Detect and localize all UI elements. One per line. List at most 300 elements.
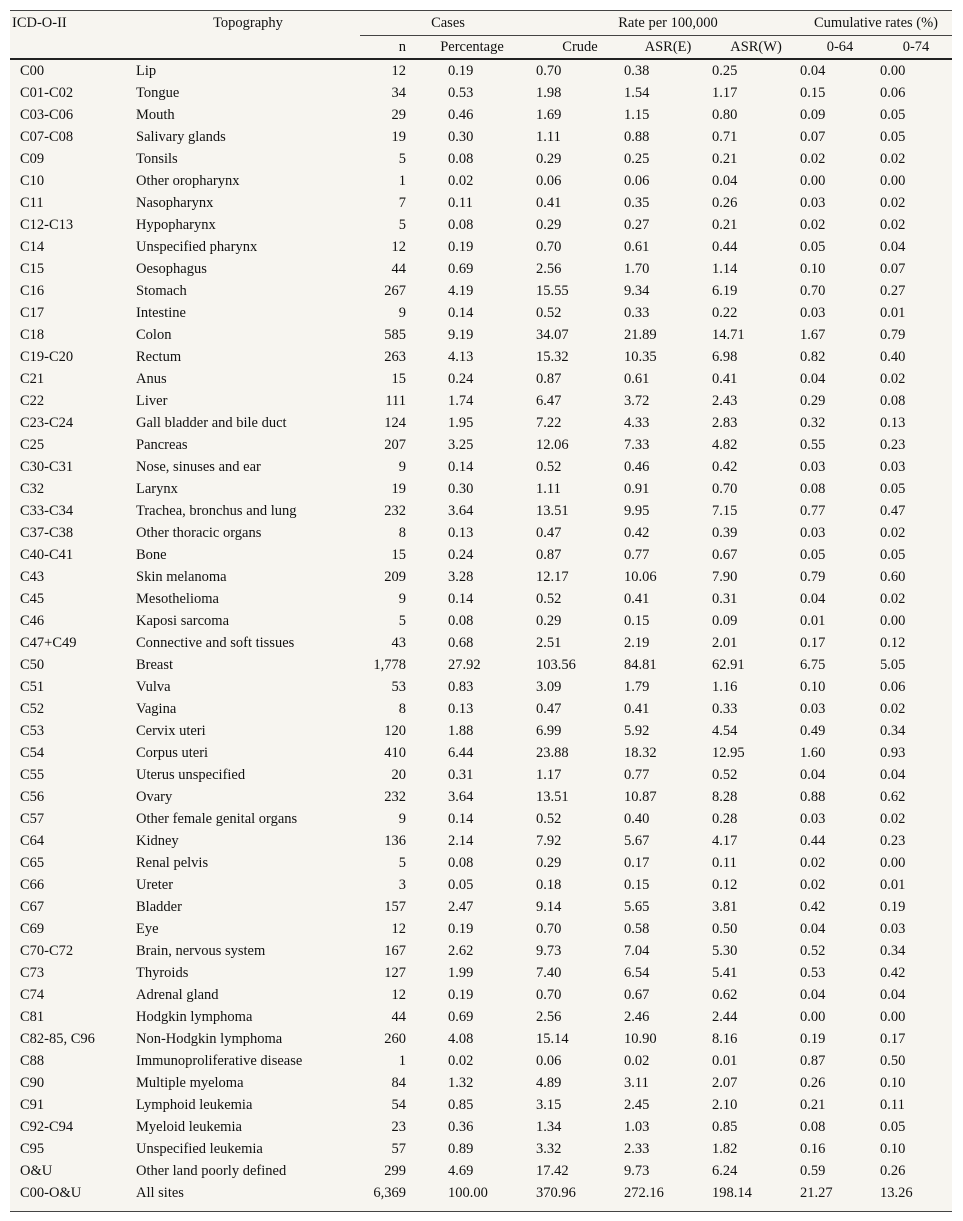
cell-percentage: 27.92 <box>448 656 481 673</box>
cell-percentage: 3.64 <box>448 502 474 519</box>
cell-asr-w: 0.31 <box>712 590 738 607</box>
cell-asr-w: 4.82 <box>712 436 738 453</box>
cell-cum-0-74: 0.05 <box>880 128 906 145</box>
cell-asr-w: 2.10 <box>712 1096 738 1113</box>
cell-percentage: 0.30 <box>448 480 474 497</box>
cell-cum-0-74: 0.19 <box>880 898 906 915</box>
cell-asr-w: 0.28 <box>712 810 738 827</box>
cell-cases-n: 57 <box>391 1140 406 1157</box>
cell-percentage: 0.69 <box>448 260 474 277</box>
cell-asr-e: 2.19 <box>624 634 650 651</box>
cell-crude-rate: 0.52 <box>536 810 562 827</box>
table-row <box>10 324 952 346</box>
cell-cum-0-74: 0.00 <box>880 172 906 189</box>
cell-percentage: 0.30 <box>448 128 474 145</box>
cell-topography: Corpus uteri <box>136 744 209 761</box>
cell-icd-code: C43 <box>20 568 45 585</box>
cell-asr-e: 10.35 <box>624 348 657 365</box>
header-rate: Rate per 100,000 <box>536 11 800 36</box>
table-row <box>10 258 952 280</box>
cell-topography: Ovary <box>136 788 173 805</box>
cell-cases-n: 5 <box>398 612 406 629</box>
cell-crude-rate: 0.87 <box>536 370 562 387</box>
cell-icd-code: C45 <box>20 590 45 607</box>
cell-cum-0-64: 0.09 <box>800 106 826 123</box>
table-row <box>10 59 952 82</box>
cell-icd-code: C11 <box>20 194 44 211</box>
cell-icd-code: C56 <box>20 788 45 805</box>
cell-crude-rate: 17.42 <box>536 1162 569 1179</box>
table-row <box>10 522 952 544</box>
subheader-asr-w: ASR(W) <box>730 38 782 55</box>
cell-topography: Kaposi sarcoma <box>136 612 230 629</box>
cell-asr-w: 6.24 <box>712 1162 738 1179</box>
cell-asr-w: 8.16 <box>712 1030 738 1047</box>
cell-icd-code: C51 <box>20 678 45 695</box>
cell-percentage: 0.08 <box>448 150 474 167</box>
cell-crude-rate: 0.52 <box>536 458 562 475</box>
cell-percentage: 0.13 <box>448 524 474 541</box>
cell-icd-code: C09 <box>20 150 45 167</box>
cell-topography: Thyroids <box>136 964 189 981</box>
cell-cum-0-64: 0.03 <box>800 700 826 717</box>
cell-asr-w: 7.90 <box>712 568 738 585</box>
cell-asr-e: 0.40 <box>624 810 650 827</box>
cell-cum-0-64: 0.08 <box>800 1118 826 1135</box>
cell-icd-code: C07-C08 <box>20 128 74 145</box>
cell-crude-rate: 0.70 <box>536 62 562 79</box>
cell-cases-n: 15 <box>391 370 406 387</box>
table-row <box>10 918 952 940</box>
cell-asr-e: 0.88 <box>624 128 650 145</box>
cell-icd-code: C00-O&U <box>20 1184 82 1201</box>
cell-cases-n: 111 <box>385 392 406 409</box>
cell-crude-rate: 13.51 <box>536 788 569 805</box>
cell-crude-rate: 0.18 <box>536 876 562 893</box>
cell-icd-code: C47+C49 <box>20 634 77 651</box>
cell-topography: Nasopharynx <box>136 194 214 211</box>
cell-icd-code: C15 <box>20 260 45 277</box>
cell-crude-rate: 12.17 <box>536 568 569 585</box>
cell-asr-w: 2.07 <box>712 1074 738 1091</box>
cell-asr-w: 0.50 <box>712 920 738 937</box>
cell-percentage: 0.19 <box>448 920 474 937</box>
cell-cum-0-64: 0.03 <box>800 524 826 541</box>
header-topography: Topography <box>213 14 283 31</box>
table-row <box>10 566 952 588</box>
table-row <box>10 148 952 170</box>
cell-topography: Cervix uteri <box>136 722 206 739</box>
cell-cum-0-64: 0.00 <box>800 172 826 189</box>
cell-cum-0-74: 0.01 <box>880 304 906 321</box>
cell-cum-0-64: 21.27 <box>800 1184 833 1201</box>
cell-cases-n: 136 <box>384 832 406 849</box>
cell-icd-code: C17 <box>20 304 45 321</box>
cell-cases-n: 299 <box>384 1162 406 1179</box>
cell-icd-code: C92-C94 <box>20 1118 74 1135</box>
cell-cum-0-64: 0.21 <box>800 1096 826 1113</box>
cell-cum-0-64: 0.29 <box>800 392 826 409</box>
cell-cum-0-64: 0.04 <box>800 986 826 1003</box>
cell-asr-w: 14.71 <box>712 326 745 343</box>
cell-cases-n: 1,778 <box>373 656 406 673</box>
cell-asr-w: 0.85 <box>712 1118 738 1135</box>
cell-cum-0-74: 0.04 <box>880 766 906 783</box>
cell-cum-0-64: 0.26 <box>800 1074 826 1091</box>
table-row <box>10 742 952 764</box>
cell-cum-0-64: 0.08 <box>800 480 826 497</box>
cell-asr-e: 1.79 <box>624 678 650 695</box>
table-row <box>10 1094 952 1116</box>
cell-icd-code: C82-85, C96 <box>20 1030 95 1047</box>
cell-percentage: 0.05 <box>448 876 474 893</box>
cell-topography: Other oropharynx <box>136 172 240 189</box>
cell-topography: Larynx <box>136 480 178 497</box>
table-row <box>10 1050 952 1072</box>
cell-cases-n: 8 <box>398 700 406 717</box>
cell-cum-0-74: 0.05 <box>880 546 906 563</box>
cell-topography: Hodgkin lymphoma <box>136 1008 253 1025</box>
cell-icd-code: C73 <box>20 964 45 981</box>
cell-crude-rate: 0.87 <box>536 546 562 563</box>
table-row <box>10 236 952 258</box>
cell-asr-w: 0.80 <box>712 106 738 123</box>
cell-asr-w: 0.22 <box>712 304 738 321</box>
cell-crude-rate: 1.34 <box>536 1118 562 1135</box>
cell-crude-rate: 3.32 <box>536 1140 562 1157</box>
header-icd: ICD-O-II <box>12 14 67 31</box>
cell-percentage: 0.02 <box>448 172 474 189</box>
cell-crude-rate: 4.89 <box>536 1074 562 1091</box>
cell-crude-rate: 6.99 <box>536 722 562 739</box>
cell-crude-rate: 0.70 <box>536 238 562 255</box>
cell-percentage: 4.19 <box>448 282 474 299</box>
cell-asr-e: 3.72 <box>624 392 650 409</box>
cell-cum-0-74: 0.04 <box>880 986 906 1003</box>
cell-cum-0-74: 0.05 <box>880 480 906 497</box>
cell-percentage: 4.13 <box>448 348 474 365</box>
subheader-cum-0-74: 0-74 <box>902 38 930 55</box>
cell-topography: Brain, nervous system <box>136 942 266 959</box>
cell-crude-rate: 15.32 <box>536 348 569 365</box>
table-row <box>10 192 952 214</box>
cell-crude-rate: 0.47 <box>536 524 562 541</box>
cell-cases-n: 84 <box>391 1074 406 1091</box>
cell-cum-0-64: 0.70 <box>800 282 826 299</box>
cell-percentage: 0.19 <box>448 986 474 1003</box>
cell-cases-n: 9 <box>398 810 406 827</box>
cell-cum-0-64: 0.04 <box>800 766 826 783</box>
cell-cases-n: 1 <box>398 172 406 189</box>
cell-cum-0-74: 0.07 <box>880 260 906 277</box>
cell-asr-w: 0.11 <box>712 854 737 871</box>
cell-topography: Multiple myeloma <box>136 1074 244 1091</box>
cell-topography: Bone <box>136 546 167 563</box>
cell-topography: All sites <box>136 1184 184 1201</box>
cell-cum-0-74: 0.00 <box>880 612 906 629</box>
cell-icd-code: C81 <box>20 1008 45 1025</box>
cell-cum-0-64: 0.03 <box>800 810 826 827</box>
table-row <box>10 962 952 984</box>
cell-icd-code: C33-C34 <box>20 502 74 519</box>
cell-crude-rate: 0.06 <box>536 1052 562 1069</box>
cell-icd-code: C00 <box>20 62 45 79</box>
cell-cum-0-74: 0.34 <box>880 942 906 959</box>
cell-topography: Tonsils <box>136 150 178 167</box>
cell-topography: Vulva <box>136 678 171 695</box>
cell-cum-0-74: 0.50 <box>880 1052 906 1069</box>
cell-asr-e: 0.41 <box>624 590 650 607</box>
cell-cum-0-64: 0.88 <box>800 788 826 805</box>
cell-cum-0-64: 0.05 <box>800 546 826 563</box>
cell-icd-code: C40-C41 <box>20 546 74 563</box>
cell-asr-e: 0.77 <box>624 546 650 563</box>
cell-topography: Connective and soft tissues <box>136 634 295 651</box>
cell-cum-0-74: 0.00 <box>880 854 906 871</box>
cell-asr-e: 0.02 <box>624 1052 650 1069</box>
cell-topography: Other land poorly defined <box>136 1162 287 1179</box>
cell-cases-n: 167 <box>384 942 406 959</box>
cell-cum-0-74: 13.26 <box>880 1184 913 1201</box>
cell-cum-0-64: 0.42 <box>800 898 826 915</box>
cell-cases-n: 209 <box>384 568 406 585</box>
cell-cases-n: 157 <box>384 898 406 915</box>
cell-cum-0-74: 0.00 <box>880 1008 906 1025</box>
cell-cases-n: 44 <box>391 1008 406 1025</box>
cell-cum-0-64: 0.07 <box>800 128 826 145</box>
cell-cases-n: 5 <box>398 216 406 233</box>
cell-asr-e: 0.61 <box>624 370 650 387</box>
cell-cum-0-64: 0.02 <box>800 854 826 871</box>
cell-cum-0-74: 0.04 <box>880 238 906 255</box>
cell-topography: Ureter <box>136 876 174 893</box>
cell-cum-0-64: 0.19 <box>800 1030 826 1047</box>
cell-cases-n: 23 <box>391 1118 406 1135</box>
table-row <box>10 676 952 698</box>
cell-cum-0-74: 0.08 <box>880 392 906 409</box>
cell-asr-w: 0.21 <box>712 150 738 167</box>
cell-cum-0-74: 0.03 <box>880 458 906 475</box>
cell-asr-w: 8.28 <box>712 788 738 805</box>
cell-asr-w: 0.04 <box>712 172 738 189</box>
cell-percentage: 0.08 <box>448 854 474 871</box>
cell-asr-w: 0.67 <box>712 546 738 563</box>
cell-percentage: 0.02 <box>448 1052 474 1069</box>
cell-cum-0-74: 0.93 <box>880 744 906 761</box>
cell-cum-0-64: 0.49 <box>800 722 826 739</box>
cell-cum-0-64: 0.03 <box>800 304 826 321</box>
cell-cum-0-74: 0.02 <box>880 700 906 717</box>
cell-topography: Kidney <box>136 832 179 849</box>
cell-cum-0-74: 0.06 <box>880 678 906 695</box>
cell-asr-w: 0.33 <box>712 700 738 717</box>
cell-topography: Liver <box>136 392 168 409</box>
cell-percentage: 0.14 <box>448 304 474 321</box>
cell-asr-w: 3.81 <box>712 898 738 915</box>
cell-asr-e: 3.11 <box>624 1074 649 1091</box>
cell-asr-e: 1.15 <box>624 106 650 123</box>
cell-crude-rate: 0.52 <box>536 304 562 321</box>
cell-asr-w: 6.19 <box>712 282 738 299</box>
cell-crude-rate: 0.29 <box>536 612 562 629</box>
cell-icd-code: C64 <box>20 832 45 849</box>
cell-asr-e: 2.45 <box>624 1096 650 1113</box>
cell-asr-w: 0.26 <box>712 194 738 211</box>
cell-crude-rate: 7.22 <box>536 414 562 431</box>
subheader-asr-e: ASR(E) <box>644 38 692 55</box>
cell-asr-w: 1.14 <box>712 260 738 277</box>
cell-asr-e: 0.33 <box>624 304 650 321</box>
cell-crude-rate: 15.14 <box>536 1030 569 1047</box>
cell-crude-rate: 12.06 <box>536 436 569 453</box>
cell-icd-code: C14 <box>20 238 45 255</box>
cell-cases-n: 207 <box>384 436 406 453</box>
cell-icd-code: C32 <box>20 480 45 497</box>
cell-percentage: 2.62 <box>448 942 474 959</box>
cell-asr-e: 9.73 <box>624 1162 650 1179</box>
cell-asr-e: 4.33 <box>624 414 650 431</box>
cell-icd-code: O&U <box>20 1162 53 1179</box>
table-row <box>10 478 952 500</box>
cell-percentage: 6.44 <box>448 744 474 761</box>
cell-cum-0-64: 0.10 <box>800 260 826 277</box>
cell-cases-n: 20 <box>391 766 406 783</box>
table-row <box>10 82 952 104</box>
cell-crude-rate: 2.56 <box>536 1008 562 1025</box>
table-row <box>10 610 952 632</box>
cell-percentage: 0.68 <box>448 634 474 651</box>
cell-crude-rate: 0.41 <box>536 194 562 211</box>
cell-cum-0-64: 0.53 <box>800 964 826 981</box>
cell-icd-code: C74 <box>20 986 45 1003</box>
table-row <box>10 1116 952 1138</box>
cell-asr-w: 62.91 <box>712 656 745 673</box>
cell-cum-0-74: 0.10 <box>880 1140 906 1157</box>
cell-percentage: 4.69 <box>448 1162 474 1179</box>
cell-topography: Myeloid leukemia <box>136 1118 242 1135</box>
cell-percentage: 1.99 <box>448 964 474 981</box>
cell-asr-w: 2.44 <box>712 1008 738 1025</box>
cell-cases-n: 3 <box>398 876 406 893</box>
cell-cases-n: 19 <box>391 128 406 145</box>
cell-asr-e: 0.27 <box>624 216 650 233</box>
table-row <box>10 654 952 676</box>
cell-asr-w: 0.52 <box>712 766 738 783</box>
cell-cases-n: 263 <box>384 348 406 365</box>
subheader-n: n <box>398 38 406 55</box>
cell-asr-w: 0.21 <box>712 216 738 233</box>
cell-asr-e: 10.06 <box>624 568 657 585</box>
cell-asr-w: 0.12 <box>712 876 738 893</box>
cell-topography: Trachea, bronchus and lung <box>136 502 297 519</box>
cell-cum-0-64: 0.17 <box>800 634 826 651</box>
cell-topography: Unspecified leukemia <box>136 1140 263 1157</box>
cell-icd-code: C22 <box>20 392 45 409</box>
cell-asr-e: 272.16 <box>624 1184 664 1201</box>
cell-cum-0-74: 5.05 <box>880 656 906 673</box>
cell-percentage: 3.64 <box>448 788 474 805</box>
cell-cum-0-74: 0.03 <box>880 920 906 937</box>
cell-crude-rate: 0.29 <box>536 150 562 167</box>
cell-cum-0-64: 0.44 <box>800 832 826 849</box>
cell-cum-0-64: 0.10 <box>800 678 826 695</box>
cell-cum-0-74: 0.27 <box>880 282 906 299</box>
table-row <box>10 280 952 302</box>
cell-crude-rate: 370.96 <box>536 1184 576 1201</box>
cell-cum-0-64: 0.00 <box>800 1008 826 1025</box>
cell-cum-0-74: 0.05 <box>880 1118 906 1135</box>
table-row <box>10 720 952 742</box>
cell-topography: Gall bladder and bile duct <box>136 414 287 431</box>
cell-percentage: 9.19 <box>448 326 474 343</box>
cell-topography: Mesothelioma <box>136 590 219 607</box>
cell-topography: Eye <box>136 920 159 937</box>
table-row <box>10 170 952 192</box>
cell-asr-e: 2.46 <box>624 1008 650 1025</box>
cell-percentage: 0.31 <box>448 766 474 783</box>
cell-topography: Intestine <box>136 304 186 321</box>
cell-cases-n: 12 <box>391 238 406 255</box>
cell-asr-e: 0.17 <box>624 854 650 871</box>
cell-icd-code: C25 <box>20 436 45 453</box>
cell-icd-code: C03-C06 <box>20 106 74 123</box>
cell-topography: Immunoproliferative disease <box>136 1052 303 1069</box>
cell-cases-n: 585 <box>384 326 406 343</box>
cell-cum-0-74: 0.13 <box>880 414 906 431</box>
cell-cum-0-74: 0.47 <box>880 502 906 519</box>
cell-cum-0-64: 0.02 <box>800 150 826 167</box>
cell-cum-0-64: 0.77 <box>800 502 826 519</box>
cell-asr-w: 198.14 <box>712 1184 752 1201</box>
cell-asr-e: 0.42 <box>624 524 650 541</box>
cell-percentage: 0.14 <box>448 810 474 827</box>
table-row <box>10 302 952 324</box>
cell-icd-code: C46 <box>20 612 45 629</box>
cell-crude-rate: 1.11 <box>536 128 561 145</box>
cell-cases-n: 6,369 <box>373 1184 406 1201</box>
cell-asr-e: 9.95 <box>624 502 650 519</box>
cell-crude-rate: 3.15 <box>536 1096 562 1113</box>
cell-cases-n: 232 <box>384 502 406 519</box>
cell-asr-w: 1.16 <box>712 678 738 695</box>
cell-crude-rate: 13.51 <box>536 502 569 519</box>
cell-topography: Uterus unspecified <box>136 766 246 783</box>
cell-asr-e: 0.38 <box>624 62 650 79</box>
cell-topography: Anus <box>136 370 167 387</box>
cell-icd-code: C12-C13 <box>20 216 74 233</box>
cell-icd-code: C53 <box>20 722 45 739</box>
cell-cum-0-64: 0.52 <box>800 942 826 959</box>
cell-percentage: 0.83 <box>448 678 474 695</box>
cell-cases-n: 124 <box>384 414 406 431</box>
cell-icd-code: C88 <box>20 1052 45 1069</box>
cell-cum-0-64: 0.03 <box>800 458 826 475</box>
cell-asr-w: 0.70 <box>712 480 738 497</box>
subheader-percentage: Percentage <box>440 38 504 55</box>
cell-asr-w: 0.44 <box>712 238 738 255</box>
header-blank <box>10 36 136 60</box>
cell-topography: Salivary glands <box>136 128 226 145</box>
cell-cum-0-74: 0.01 <box>880 876 906 893</box>
cell-percentage: 0.89 <box>448 1140 474 1157</box>
cell-cases-n: 15 <box>391 546 406 563</box>
cell-asr-e: 7.33 <box>624 436 650 453</box>
cell-asr-e: 0.46 <box>624 458 650 475</box>
cell-asr-w: 0.62 <box>712 986 738 1003</box>
cell-asr-w: 0.25 <box>712 62 738 79</box>
cell-asr-w: 0.39 <box>712 524 738 541</box>
cell-asr-w: 5.41 <box>712 964 738 981</box>
